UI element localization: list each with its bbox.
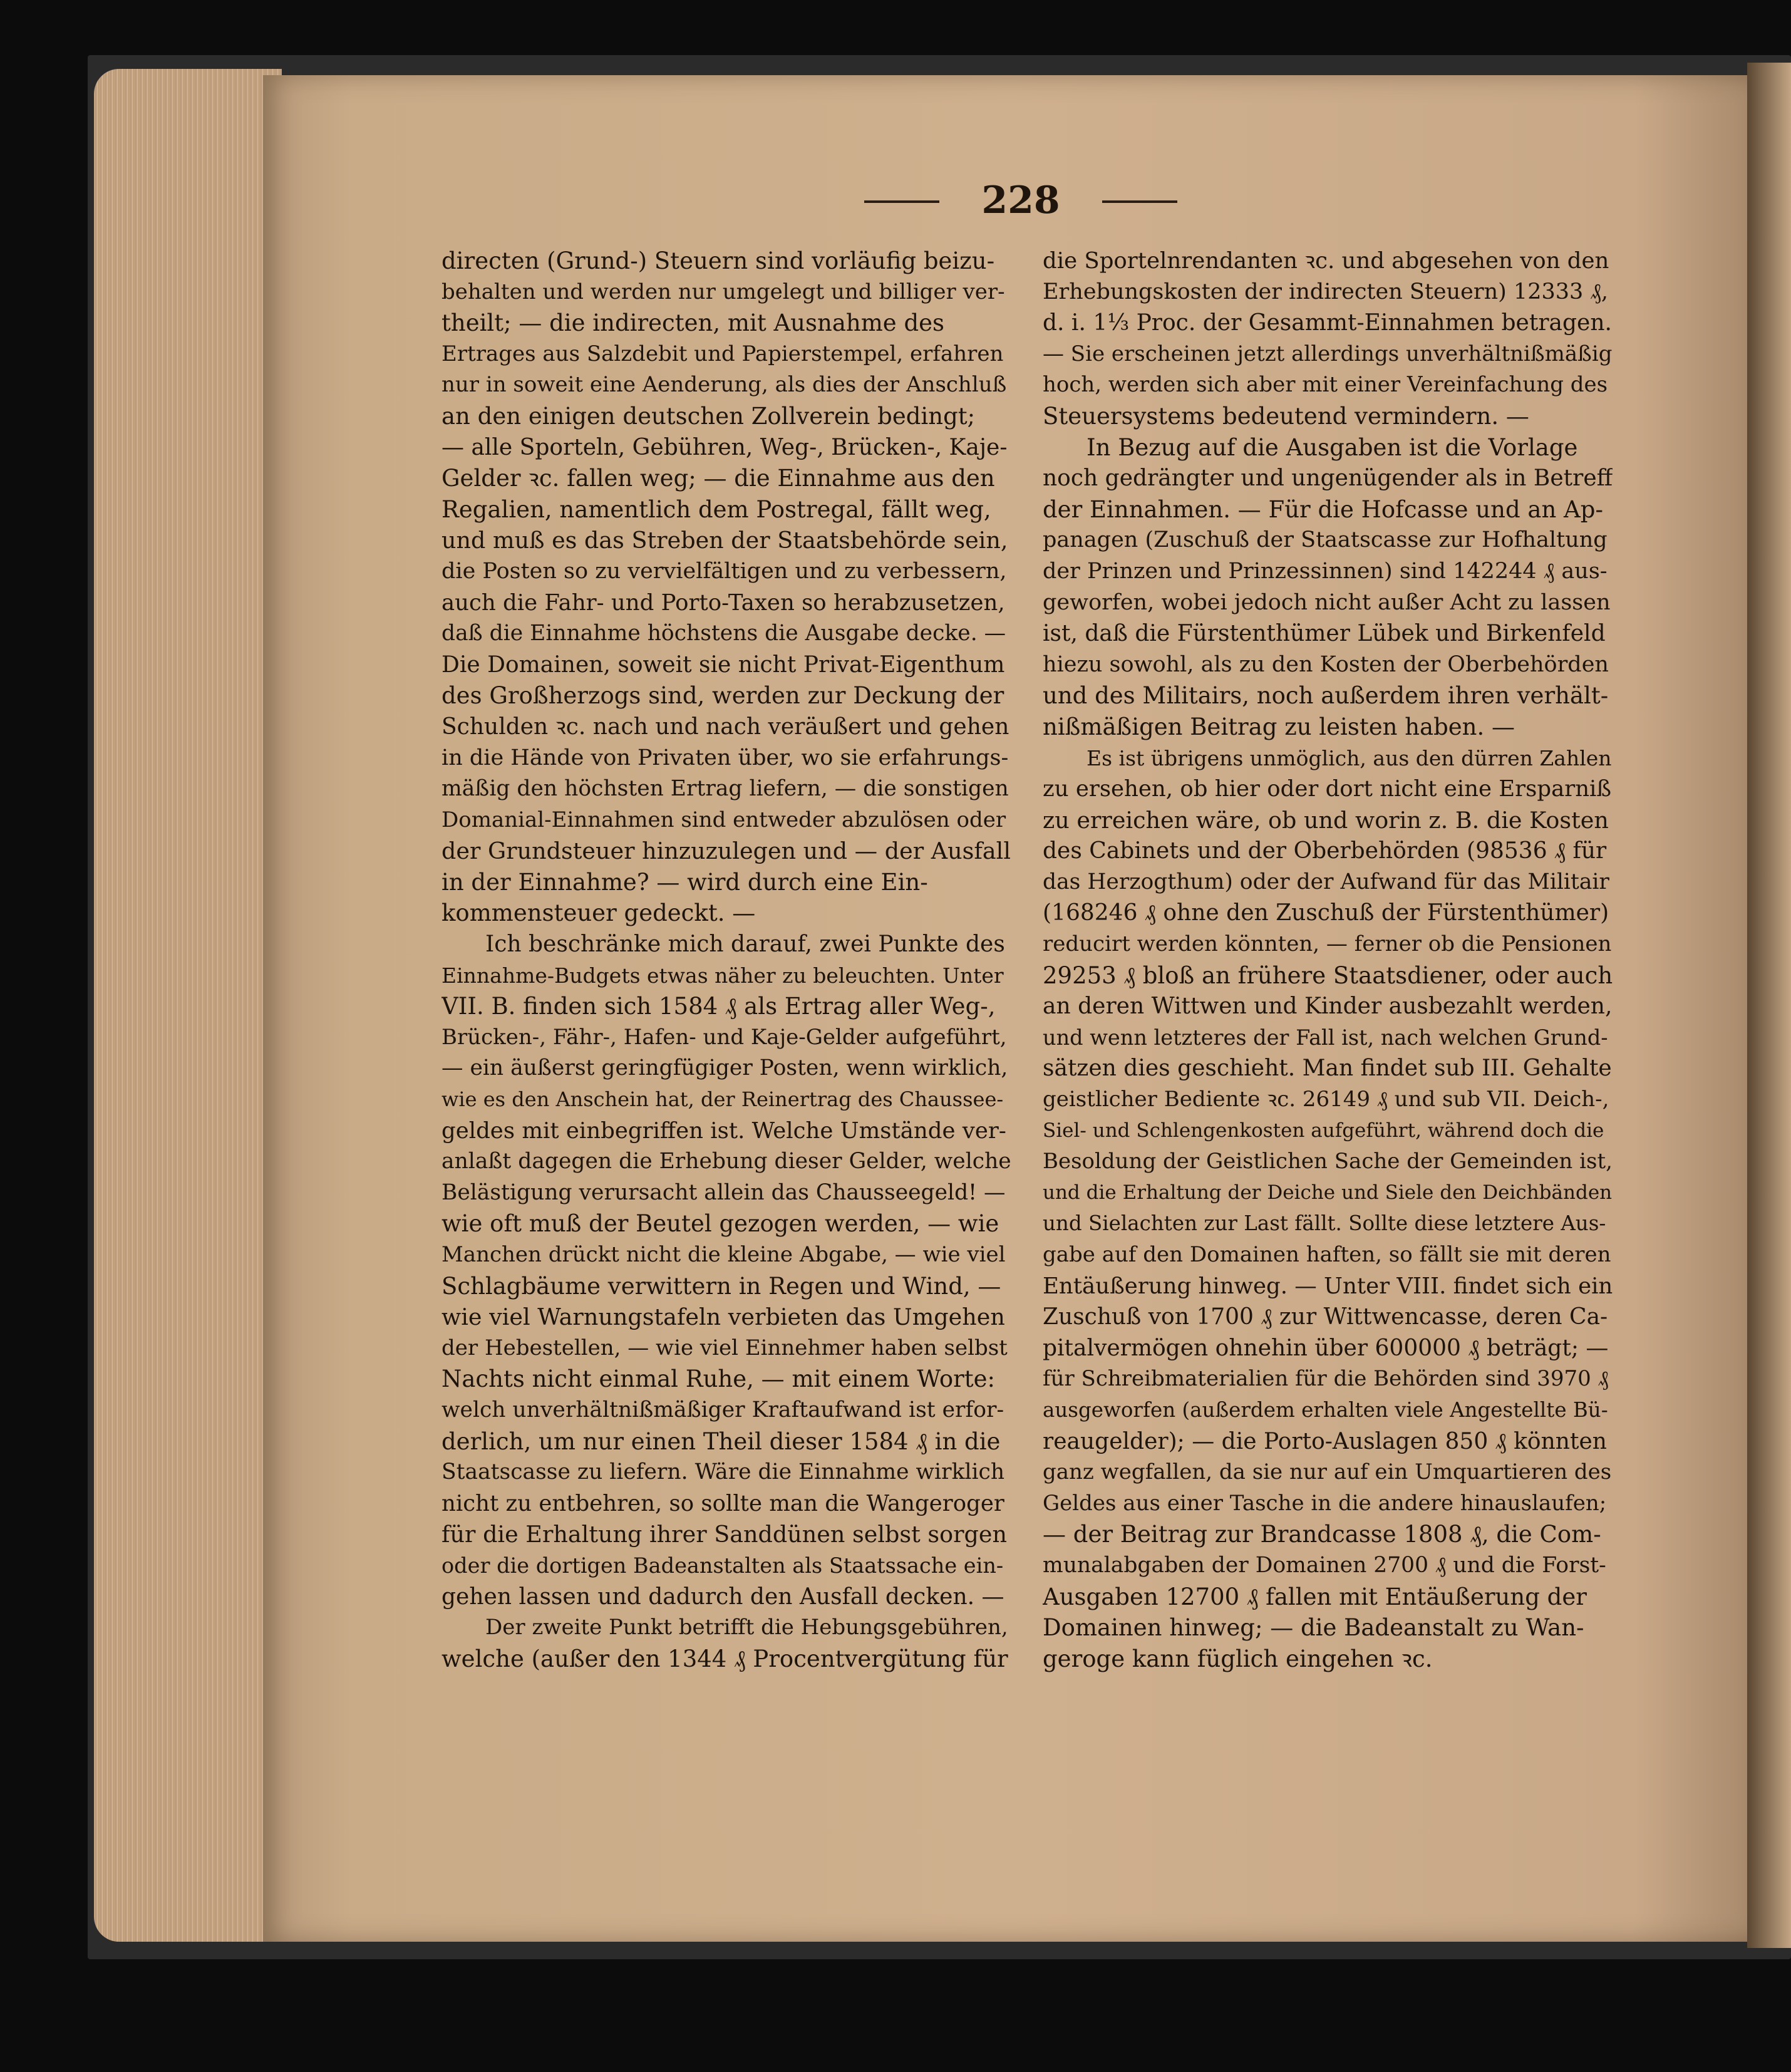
text-line: geldes mit einbegriffen ist. Welche Umstände ver- — [441, 1117, 1006, 1144]
text-line: des Großherzogs sind, werden zur Deckung der — [441, 682, 1004, 710]
text-line: in die Hände von Privaten über, wo sie erfahrungs- — [441, 745, 1009, 770]
header-rule-right — [1102, 200, 1177, 203]
text-line: Besoldung der Geistlichen Sache der Gemeinden ist, — [1043, 1149, 1613, 1174]
text-line: welche (außer den 1344 ₰ Procentvergütung für — [441, 1645, 1008, 1672]
text-line: zu ersehen, ob hier oder dort nicht eine Ersparniß — [1043, 776, 1612, 802]
text-line: — alle Sporteln, Gebühren, Weg-, Brücken-, Kaje- — [441, 434, 1008, 460]
text-line: an den einigen deutschen Zollverein bedingt; — [441, 402, 976, 430]
text-line: Gelder ꝛc. fallen weg; — die Einnahme aus den — [441, 465, 995, 492]
page-number: 228 — [981, 179, 1060, 222]
text-line: sätzen dies geschieht. Man findet sub III. Gehalte — [1043, 1055, 1612, 1082]
text-line: Domanial-Einnahmen sind entweder abzulösen oder — [441, 807, 1006, 832]
text-line: auch die Fahr- und Porto-Taxen so herabzusetzen, — [441, 589, 1005, 616]
text-line: Schlagbäume verwittern in Regen und Wind, — — [441, 1272, 1001, 1300]
text-line: Schulden ꝛc. nach und nach veräußert und gehen — [441, 713, 1009, 740]
text-line: die Sportelnrendanten ꝛc. und abgesehen von den — [1043, 248, 1609, 274]
text-line: Belästigung verursacht allein das Chausseegeld! — — [441, 1179, 1006, 1205]
text-line: gehen lassen und dadurch den Ausfall decken. — — [441, 1583, 1004, 1610]
text-line: Regalien, namentlich dem Postregal, fällt weg, — [441, 495, 991, 523]
text-line: und wenn letzteres der Fall ist, nach welchen Grund- — [1043, 1025, 1608, 1050]
text-line: das Herzogthum) oder der Aufwand für das Militair — [1043, 869, 1609, 894]
text-line: anlaßt dagegen die Erhebung dieser Gelder, welche — [441, 1149, 1011, 1174]
text-line: nicht zu entbehren, so sollte man die Wangeroger — [441, 1490, 1004, 1516]
text-line: — ein äußerst geringfügiger Posten, wenn wirklich, — [441, 1055, 1008, 1081]
text-line: Geldes aus einer Tasche in die andere hinauslaufen; — [1043, 1490, 1607, 1516]
text-line: ausgeworfen (außerdem erhalten viele Angestellte Bü- — [1043, 1397, 1608, 1422]
text-line: Erhebungskosten der indirecten Steuern) 12333 ₰, — [1043, 279, 1609, 304]
text-line: Manchen drückt nicht die kleine Abgabe, — wie viel — [441, 1242, 1006, 1267]
left-text-column — [441, 246, 1011, 1674]
text-line: nißmäßigen Beitrag zu leisten haben. — — [1043, 713, 1515, 740]
text-line: Der zweite Punkt betrifft die Hebungsgebühren, — [485, 1615, 1008, 1640]
text-line: gabe auf den Domainen haften, so fällt sie mit deren — [1043, 1242, 1611, 1267]
text-line: des Cabinets und der Oberbehörden (98536 ₰ für — [1043, 838, 1607, 864]
text-line: hiezu sowohl, als zu den Kosten der Oberbehörden — [1043, 651, 1609, 677]
text-line: welch unverhältnißmäßiger Kraftaufwand ist erfor- — [441, 1397, 1004, 1422]
text-line: behalten und werden nur umgelegt und billiger ver- — [441, 279, 1005, 304]
text-line: pitalvermögen ohnehin über 600000 ₰ beträgt; — — [1043, 1335, 1609, 1361]
text-line: Es ist übrigens unmöglich, aus den dürren Zahlen — [1086, 745, 1612, 770]
text-line: Brücken-, Fähr-, Hafen- und Kaje-Gelder aufgeführt, — [441, 1024, 1007, 1050]
text-line: geroge kann füglich eingehen ꝛc. — [1043, 1645, 1433, 1672]
text-line: daß die Einnahme höchstens die Ausgabe decke. — — [441, 621, 1006, 646]
text-line: Zuschuß von 1700 ₰ zur Wittwencasse, deren Ca- — [1043, 1304, 1608, 1330]
text-line: wie viel Warnungstafeln verbieten das Umgehen — [441, 1303, 1005, 1331]
text-line: derlich, um nur einen Theil dieser 1584 ₰ in die — [441, 1427, 1001, 1455]
text-line: Die Domainen, soweit sie nicht Privat-Eigenthum — [441, 651, 1005, 678]
text-line: noch gedrängter und ungenügender als in Betreff — [1043, 465, 1613, 492]
text-line: die Posten so zu vervielfältigen und zu verbessern, — [441, 558, 1007, 584]
text-line: nur in soweit eine Aenderung, als dies der Anschluß — [441, 372, 1007, 398]
text-line: und die Erhaltung der Deiche und Siele den Deichbänden — [1043, 1181, 1613, 1204]
text-line: mäßig den höchsten Ertrag liefern, — die sonstigen — [441, 776, 1009, 802]
text-line: (168246 ₰ ohne den Zuschuß der Fürstenthümer) — [1043, 900, 1609, 926]
text-line: VII. B. finden sich 1584 ₰ als Ertrag aller Weg-, — [441, 993, 996, 1020]
text-line: Siel- und Schlengenkosten aufgeführt, während doch die — [1043, 1119, 1604, 1142]
text-line: der Prinzen und Prinzessinnen) sind 142244 ₰ aus- — [1043, 558, 1608, 584]
text-line: Staatscasse zu liefern. Wäre die Einnahme wirklich — [441, 1459, 1005, 1485]
text-line: Ausgaben 12700 ₰ fallen mit Entäußerung der — [1043, 1583, 1587, 1610]
text-line: oder die dortigen Badeanstalten als Staatssache ein- — [441, 1553, 1004, 1578]
text-line: munalabgaben der Domainen 2700 ₰ und die Forst- — [1043, 1552, 1606, 1578]
text-line: Nachts nicht einmal Ruhe, — mit einem Worte: — [441, 1365, 996, 1393]
text-line: Einnahme-Budgets etwas näher zu beleuchten. Unter — [441, 963, 1004, 988]
text-line: in der Einnahme? — wird durch eine Ein- — [441, 868, 928, 896]
text-line: zu erreichen wäre, ob und worin z. B. die Kosten — [1043, 806, 1609, 834]
text-line: Steuersystems bedeutend vermindern. — — [1043, 402, 1529, 430]
text-line: Ich beschränke mich darauf, zwei Punkte des — [485, 931, 1005, 958]
text-line: Entäußerung hinweg. — Unter VIII. findet sich ein — [1043, 1273, 1613, 1299]
text-line: der Einnahmen. — Für die Hofcasse und an Ap- — [1043, 495, 1603, 523]
text-line: und Sielachten zur Last fällt. Sollte diese letztere Aus- — [1043, 1211, 1606, 1236]
text-line: an deren Wittwen und Kinder ausbezahlt werden, — [1043, 993, 1613, 1020]
text-line: ist, daß die Fürstenthümer Lübek und Birkenfeld — [1043, 621, 1606, 647]
text-line: der Hebestellen, — wie viel Einnehmer haben selbst — [441, 1335, 1008, 1360]
text-line: reducirt werden könnten, — ferner ob die Pensionen — [1043, 931, 1612, 957]
text-line: directen (Grund-) Steuern sind vorläufig beizu- — [441, 247, 995, 274]
text-line: panagen (Zuschuß der Staatscasse zur Hofhaltung — [1043, 527, 1608, 553]
page-header — [858, 179, 1184, 222]
page-edges — [94, 69, 282, 1942]
text-line: wie oft muß der Beutel gezogen werden, — wie — [441, 1210, 999, 1238]
text-line: der Grundsteuer hinzuzulegen und — der Ausfall — [441, 837, 1011, 865]
text-line: — der Beitrag zur Brandcasse 1808 ₰, die Com- — [1043, 1521, 1601, 1548]
text-line: hoch, werden sich aber mit einer Vereinfachung des — [1043, 372, 1608, 398]
text-line: theilt; — die indirecten, mit Ausnahme des — [441, 309, 945, 337]
text-line: reaugelder); — die Porto-Auslagen 850 ₰ könnten — [1043, 1428, 1607, 1454]
text-line: und muß es das Streben der Staatsbehörde sein, — [441, 527, 1008, 554]
text-line: und des Militairs, noch außerdem ihren verhält- — [1043, 682, 1609, 710]
text-line: — Sie erscheinen jetzt allerdings unverhältnißmäßig — [1043, 341, 1613, 366]
text-line: kommensteuer gedeckt. — — [441, 899, 756, 927]
right-text-column — [1043, 246, 1613, 1674]
text-line: Domainen hinweg; — die Badeanstalt zu Wan- — [1043, 1614, 1584, 1642]
text-line: d. i. 1⅓ Proc. der Gesammt-Einnahmen betragen. — [1043, 310, 1612, 336]
next-page-edge — [1747, 63, 1791, 1948]
text-line: für Schreibmaterialien für die Behörden sind 3970 ₰ — [1043, 1366, 1609, 1392]
text-line: für die Erhaltung ihrer Sanddünen selbst sorgen — [441, 1521, 1008, 1548]
text-line: wie es den Anschein hat, der Reinertrag des Chaussee- — [441, 1087, 1004, 1112]
text-line: ganz wegfallen, da sie nur auf ein Umquartieren des — [1043, 1459, 1612, 1485]
text-line: In Bezug auf die Ausgaben ist die Vorlage — [1086, 433, 1578, 461]
text-line: Ertrages aus Salzdebit und Papierstempel, erfahren — [441, 341, 1004, 366]
text-line: geistlicher Bediente ꝛc. 26149 ₰ und sub VII. Deich-, — [1043, 1087, 1609, 1112]
text-line: 29253 ₰ bloß an frühere Staatsdiener, oder auch — [1043, 961, 1613, 989]
text-line: geworfen, wobei jedoch nicht außer Acht zu lassen — [1043, 589, 1611, 615]
